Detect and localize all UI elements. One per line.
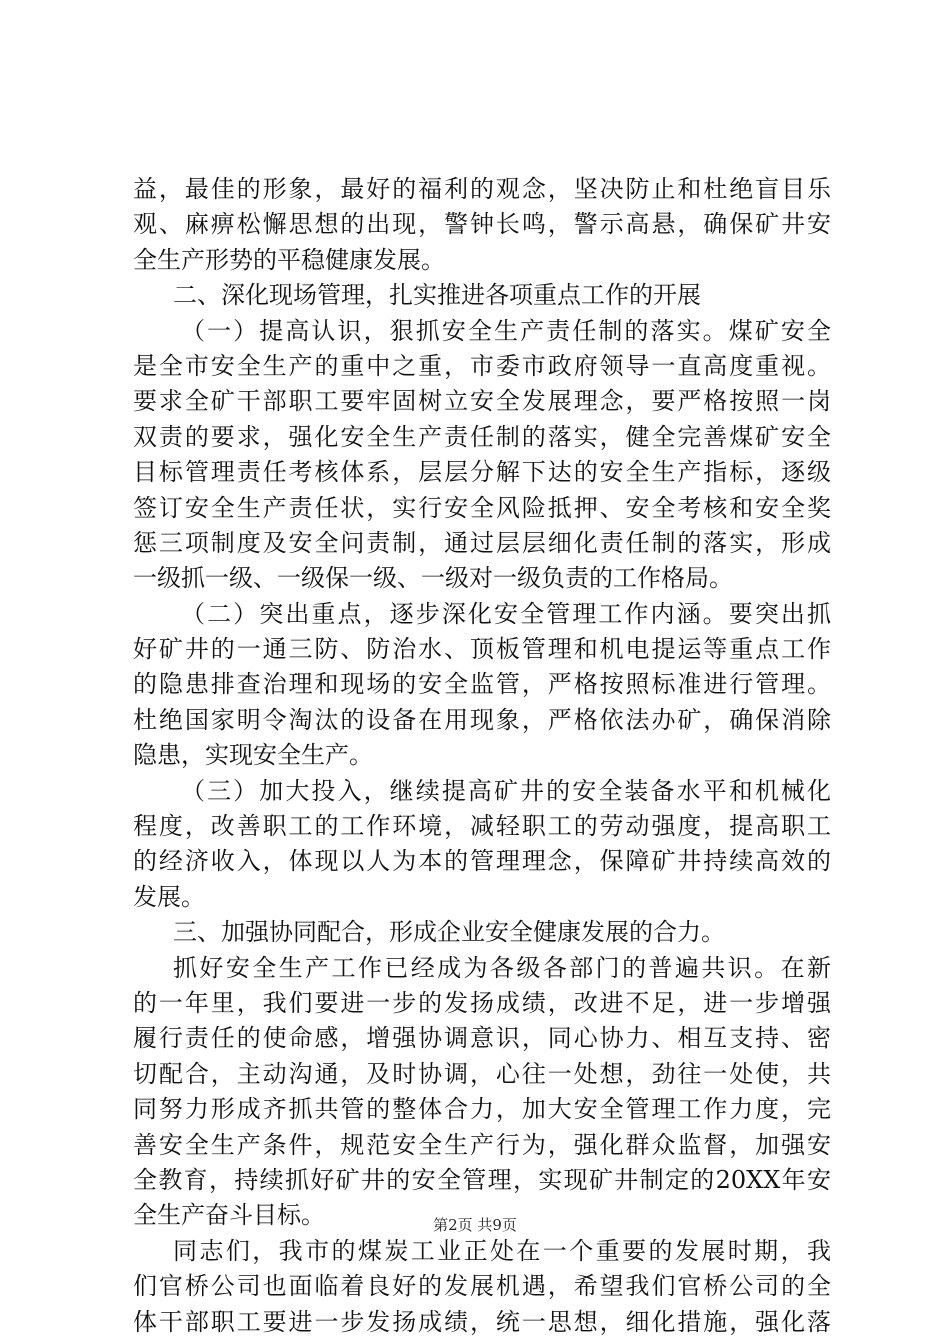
text-line: 全生产奋斗目标。 [133,1201,325,1230]
text-line: 同志们，我市的煤炭工业正处在一个重要的发展时期，我 [173,1236,831,1265]
text-line: 好矿井的一通三防、防治水、顶板管理和机电提运等重点工作 [133,635,831,664]
text-line: 发展。 [133,882,205,911]
text-line: 全生产形势的平稳健康发展。 [133,245,445,274]
text-line: 目标管理责任考核体系，层层分解下达的安全生产指标，逐级 [133,458,831,487]
text-line: 的一年里，我们要进一步的发扬成绩，改进不足，进一步增强 [133,988,831,1017]
text-line: 的经济收入，体现以人为本的管理理念，保障矿井持续高效的 [133,847,831,876]
text-line: （三）加大投入，继续提高矿井的安全装备水平和机械化 [181,776,831,805]
text-line: 的隐患排查治理和现场的安全监管，严格按照标准进行管理。 [133,670,831,699]
text-line: （一）提高认识，狠抓安全生产责任制的落实。煤矿安全 [181,316,831,345]
text-line: 全教育，持续抓好矿井的安全管理，实现矿井制定的20XX年安 [133,1165,831,1194]
text-line: 双责的要求，强化安全生产责任制的落实，健全完善煤矿安全 [133,422,831,451]
text-line: 一级抓一级、一级保一级、一级对一级负责的工作格局。 [133,564,733,593]
text-line: 同努力形成齐抓共管的整体合力，加大安全管理工作力度，完 [133,1095,831,1124]
text-line: 二、深化现场管理，扎实推进各项重点工作的开展 [173,281,701,310]
page-footer: 第2页 共9页 [433,1216,517,1234]
text-line: 要求全矿干部职工要牢固树立安全发展理念，要严格按照一岗 [133,387,831,416]
text-line: （二）突出重点，逐步深化安全管理工作内涵。要突出抓 [181,599,831,628]
text-line: 观、麻痹松懈思想的出现，警钟长鸣，警示高悬，确保矿井安 [133,210,831,239]
text-line: 抓好安全生产工作已经成为各级各部门的普遍共识。在新 [173,953,831,982]
text-line: 益，最佳的形象，最好的福利的观念，坚决防止和杜绝盲目乐 [133,175,831,203]
text-line: 三、加强协同配合，形成企业安全健康发展的合力。 [173,918,725,947]
text-line: 签订安全生产责任状，实行安全风险抵押、安全考核和安全奖 [133,493,831,522]
text-line: 杜绝国家明令淘汰的设备在用现象，严格依法办矿，确保消除 [133,705,831,734]
text-line: 切配合，主动沟通，及时协调，心往一处想，劲往一处使，共 [133,1059,831,1088]
text-line: 善安全生产条件，规范安全生产行为，强化群众监督，加强安 [133,1130,831,1159]
document-body [133,172,831,1340]
text-line: 们官桥公司也面临着良好的发展机遇，希望我们官桥公司的全 [133,1272,831,1301]
text-line: 隐患，实现安全生产。 [133,741,373,770]
text-line: 惩三项制度及安全问责制，通过层层细化责任制的落实，形成 [133,528,831,557]
text-line: 履行责任的使命感，增强协调意识，同心协力、相互支持、密 [133,1024,831,1053]
text-line: 是全市安全生产的重中之重，市委市政府领导一直高度重视。 [133,351,831,380]
text-line: 程度，改善职工的工作环境，减轻职工的劳动强度，提高职工 [133,812,831,841]
text-line: 体干部职工要进一步发扬成绩，统一思想，细化措施，强化落 [133,1307,831,1336]
